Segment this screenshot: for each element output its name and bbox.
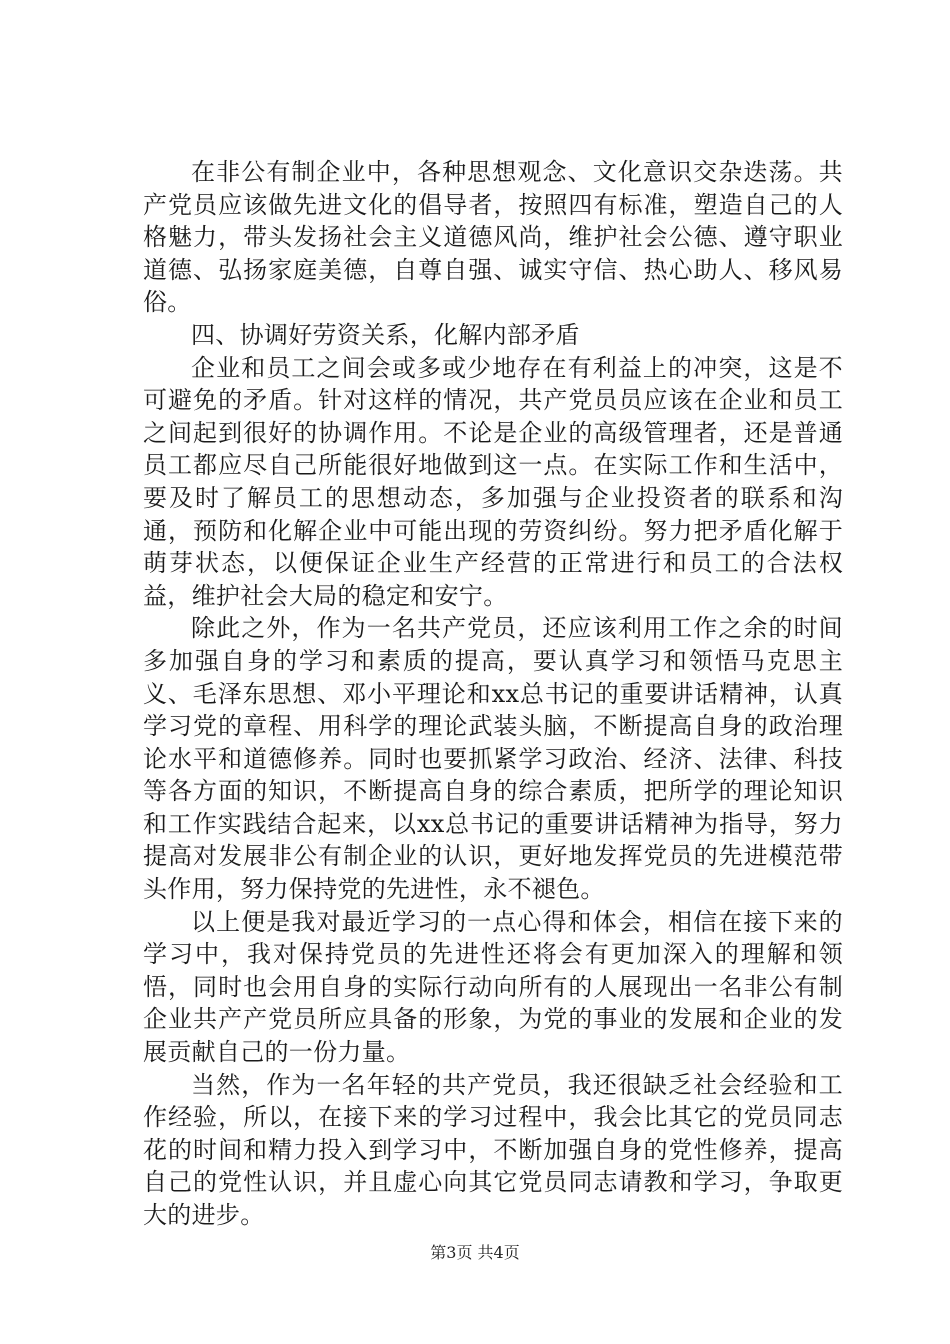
paragraph-labor-conflict: 企业和员工之间会或多或少地存在有利益上的冲突，这是不可避免的矛盾。针对这样的情况，共产党员员应该在企业和员工之间起到很好的协调作用。不论是企业的高级管理者，还是普通员工都应尽自己所能很好地做到这一点。在实际工作和生活中，要及时了解员工的思想动态，多加强与企业投资者的联系和沟通，预防和化解企业中可能出现的劳资纠纷。努力把矛盾化解于萌芽状态，以便保证企业生产经营的正常进行和员工的合法权益，维护社会大局的稳定和安宁。	[143, 353, 843, 610]
paragraph-culture: 在非公有制企业中，各种思想观念、文化意识交杂迭荡。共产党员应该做先进文化的倡导者，按照四有标准，塑造自己的人格魅力，带头发扬社会主义道德风尚，维护社会公德、遵守职业道德、弘扬家庭美德，自尊自强、诚实守信、热心助人、移风易俗。	[143, 158, 843, 317]
page-number-footer: 第3页 共4页	[430, 1243, 520, 1262]
paragraph-summary: 以上便是我对最近学习的一点心得和体会，相信在接下来的学习中，我对保持党员的先进性还将会有更加深入的理解和领悟，同时也会用自身的实际行动向所有的人展现出一名非公有制企业共产产党员所应具备的形象，为党的事业的发展和企业的发展贡献自己的一份力量。	[143, 907, 843, 1067]
paragraph-closing: 当然，作为一名年轻的共产党员，我还很缺乏社会经验和工作经验，所以，在接下来的学习过程中，我会比其它的党员同志花的时间和精力投入到学习中，不断加强自身的党性修养，提高自己的党性认识，并且虚心向其它党员同志请教和学习，争取更大的进步。	[143, 1070, 843, 1229]
document-body	[143, 156, 843, 1232]
section-heading-labor-relations: 四、协调好劳资关系，化解内部矛盾	[191, 320, 580, 349]
paragraph-self-study: 除此之外，作为一名共产党员，还应该利用工作之余的时间多加强自身的学习和素质的提高，要认真学习和领悟马克思主义、毛泽东思想、邓小平理论和xx总书记的重要讲话精神，认真学习党的章程、用科学的理论武装头脑，不断提高自身的政治理论水平和道德修养。同时也要抓紧学习政治、经济、法律、科技等各方面的知识，不断提高自身的综合素质，把所学的理论知识和工作实践结合起来，以xx总书记的重要讲话精神为指导，努力提高对发展非公有制企业的认识，更好地发挥党员的先进模范带头作用，努力保持党的先进性，永不褪色。	[143, 614, 843, 904]
